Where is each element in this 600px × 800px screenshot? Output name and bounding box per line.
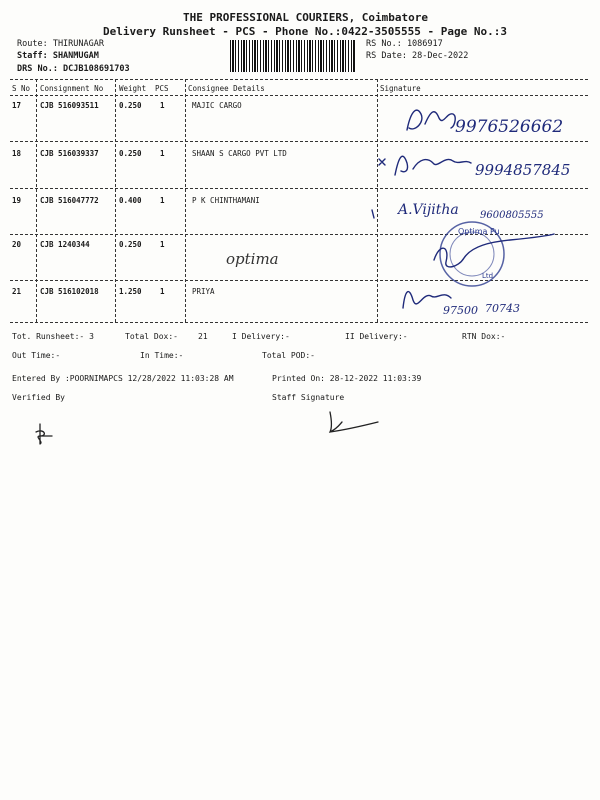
signature-row21: [395, 280, 585, 325]
table-row-weight: 0.250: [119, 149, 142, 158]
table-row-consignee: PRIYA: [192, 287, 215, 296]
total-runsheet: Tot. Runsheet:- 3: [12, 332, 94, 341]
stamp-text-top: Optima Pu: [458, 227, 500, 236]
col-header-sno: S No: [12, 84, 31, 93]
printed-on: Printed On: 28-12-2022 11:03:39: [272, 374, 422, 383]
signature-phone-text: 9994857845: [475, 161, 571, 179]
table-row-consignee: SHAAN S CARGO PVT LTD: [192, 149, 287, 158]
handwritten-optima-text: optima: [226, 250, 279, 268]
barcode: [230, 40, 356, 72]
table-row-pcs: 1: [160, 196, 165, 205]
signature-row17: [395, 100, 585, 140]
entered-by: Entered By :POORNIMAPCS 12/28/2022 11:03:28 AM: [12, 374, 234, 383]
rs-number: RS No.: 1086917: [366, 39, 443, 49]
table-row-pcs: 1: [160, 287, 165, 296]
col-divider: [115, 79, 116, 322]
col-header-weight: Weight: [119, 84, 147, 93]
row-rule: [10, 188, 588, 189]
verifier-signature: [30, 420, 70, 450]
staff-label: Staff: SHANMUGAM: [17, 51, 99, 61]
table-row-consignee: MAJIC CARGO: [192, 101, 242, 110]
table-row-consignment: CJB 1240344: [40, 240, 90, 249]
table-row-sno: 19: [12, 196, 22, 205]
col-divider: [36, 79, 37, 322]
table-row-consignment: CJB 516047772: [40, 196, 99, 205]
table-row-consignee: P K CHINTHAMANI: [192, 196, 260, 205]
route-label: Route: THIRUNAGAR: [17, 39, 104, 49]
drs-number: DRS No.: DCJB108691703: [17, 64, 130, 74]
table-row-weight: 0.250: [119, 101, 142, 110]
table-row-pcs: 1: [160, 149, 165, 158]
signature-phone-text: 9976526662: [455, 117, 564, 137]
table-row-sno: 18: [12, 149, 22, 158]
table-row-weight: 0.400: [119, 196, 142, 205]
table-row-pcs: 1: [160, 101, 165, 110]
rtn-dox: RTN Dox:-: [462, 332, 506, 341]
staff-signature: [318, 408, 398, 438]
total-dox-value: 21: [198, 332, 208, 341]
table-row-sno: 20: [12, 240, 22, 249]
row-rule: [10, 141, 588, 142]
col-header-consignee: Consignee Details: [188, 84, 265, 93]
signature-phone-text: 70743: [485, 302, 520, 315]
table-row-weight: 0.250: [119, 240, 142, 249]
staff-signature-label: Staff Signature: [272, 393, 345, 402]
table-row-consignment: CJB 516102018: [40, 287, 99, 296]
table-row-sno: 17: [12, 101, 22, 110]
rs-date: RS Date: 28-Dec-2022: [366, 51, 469, 61]
table-header-rule: [10, 95, 588, 96]
verified-by: Verified By: [12, 393, 65, 402]
signature-phone-text: 9600805555: [480, 210, 544, 221]
i-delivery: I Delivery:-: [232, 332, 290, 341]
signature-row18: [375, 145, 590, 185]
signature-name-text: A.Vijitha: [398, 202, 459, 218]
table-row-weight: 1.250: [119, 287, 142, 296]
out-time: Out Time:-: [12, 351, 61, 360]
company-title: THE PROFESSIONAL COURIERS, Coimbatore: [183, 11, 429, 24]
total-pod: Total POD:-: [262, 351, 315, 360]
runsheet-subtitle: Delivery Runsheet - PCS - Phone No.:0422-3505555 - Page No.:3: [103, 25, 507, 38]
table-row-consignment: CJB 516039337: [40, 149, 99, 158]
handwritten-optima: [222, 242, 322, 272]
col-header-consignment: Consignment No: [40, 84, 104, 93]
stamp-text-bottom: Ltd: [482, 272, 494, 280]
col-divider: [185, 79, 186, 322]
table-row-pcs: 1: [160, 240, 165, 249]
table-top-rule: [10, 79, 588, 80]
table-row-consignment: CJB 516093511: [40, 101, 99, 110]
col-header-signature: Signature: [380, 84, 421, 93]
table-row-sno: 21: [12, 287, 22, 296]
company-stamp: [420, 218, 560, 288]
in-time: In Time:-: [140, 351, 184, 360]
col-header-pcs: PCS: [155, 84, 169, 93]
signature-phone-text: 97500: [443, 304, 478, 317]
total-dox-label: Total Dox:-: [125, 332, 178, 341]
ii-delivery: II Delivery:-: [345, 332, 408, 341]
